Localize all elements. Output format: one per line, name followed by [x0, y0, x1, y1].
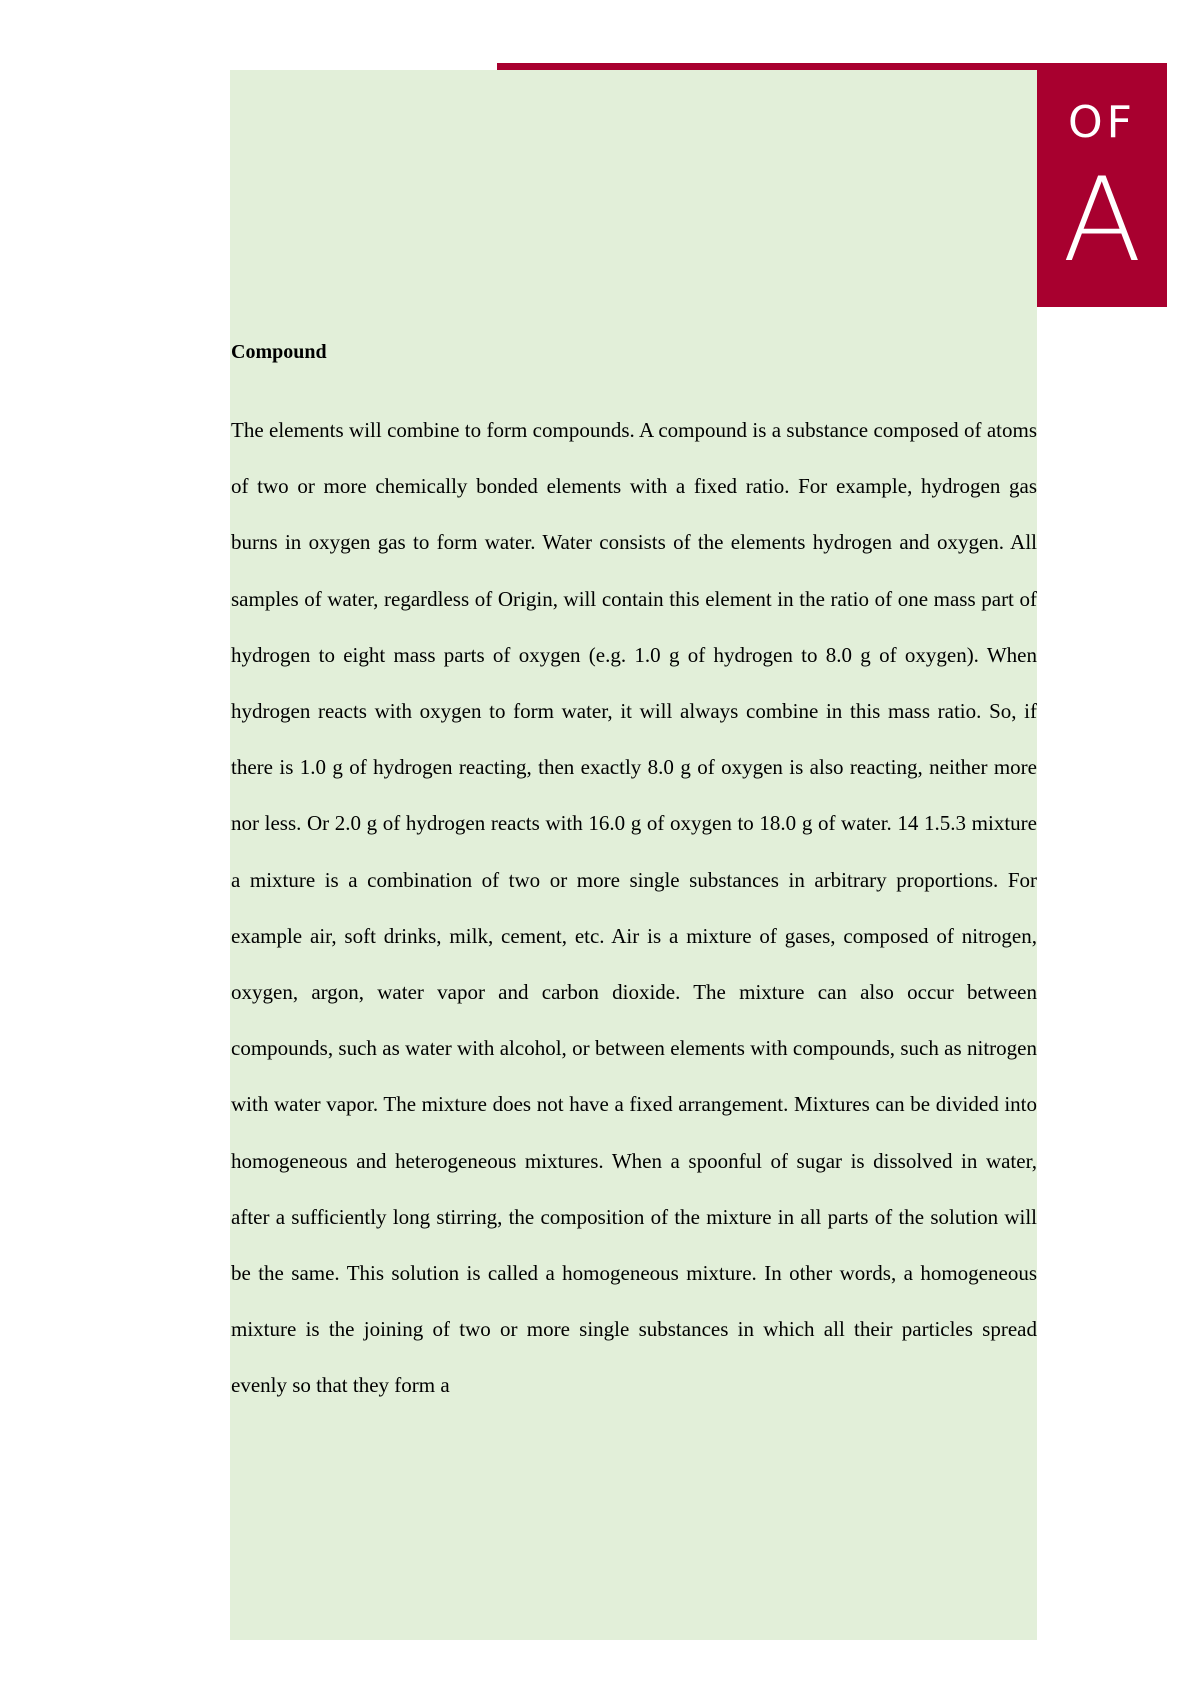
logo-text-of: OF: [1068, 97, 1136, 148]
logo-badge: [1037, 63, 1167, 307]
section-heading: Compound: [231, 341, 327, 363]
body-paragraph: The elements will combine to form compounds. A compound is a substance composed of atoms of two or more chemically bonded elements with a fixed ratio. For example, hydrogen gas burns in oxygen gas to form water. Water consists of the elements hydrogen and oxygen. All samples of water, regardless of Origin, will contain this element in the ratio of one mass part of hydrogen to eight mass parts of oxygen (e.g. 1.0 g of hydrogen to 8.0 g of oxygen). When hydrogen reacts with oxygen to form water, it will always combine in this mass ratio. So, if there is 1.0 g of hydrogen reacting, then exactly 8.0 g of oxygen is also reacting, neither more nor less. Or 2.0 g of hydrogen reacts with 16.0 g of oxygen to 18.0 g of water. 14 1.5.3 mixture a mixture is a combination of two or more single substances in arbitrary proportions. For example air, soft drinks, milk, cement, etc. Air is a mixture of gases, composed of nitrogen, oxygen, argon, water vapor and carbon dioxide. The mixture can also occur between compounds, such as water with alcohol, or between elements with compounds, such as nitrogen with water vapor. The mixture does not have a fixed arrangement. Mixtures can be divided into homogeneous and heterogeneous mixtures. When a spoonful of sugar is dissolved in water, after a sufficiently long stirring, the composition of the mixture in all parts of the solution will be the same. This solution is called a homogeneous mixture. In other words, a homogeneous mixture is the joining of two or more single substances in which all their particles spread evenly so that they form a: [231, 418, 1037, 1398]
document-content: [231, 336, 1037, 1414]
logo-text-a: A: [1062, 153, 1142, 288]
